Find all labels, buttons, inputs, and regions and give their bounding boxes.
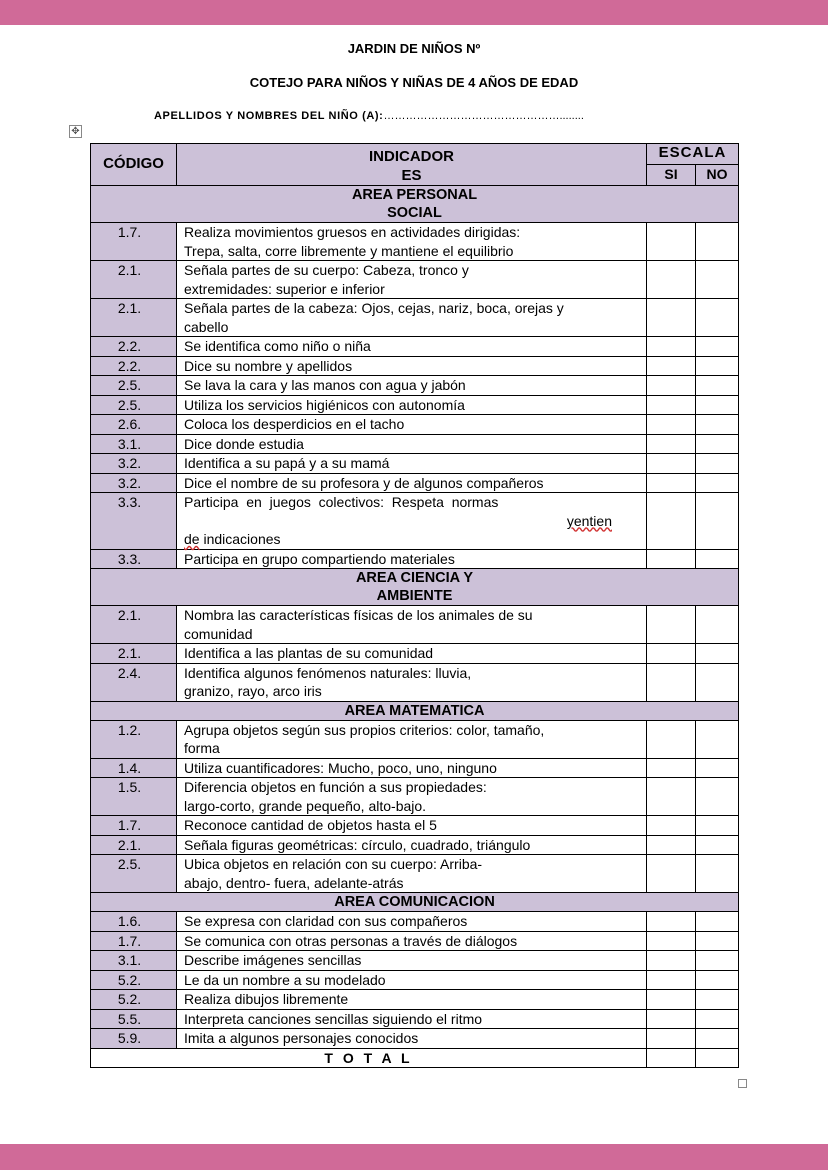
si-cell[interactable] (647, 855, 696, 893)
no-cell[interactable] (696, 261, 739, 299)
code-cell: 1.7. (91, 816, 177, 836)
indicator-text: extremidades: superior e inferior (184, 280, 385, 297)
indicator-cell: Se comunica con otras personas a través de diálogos (177, 931, 647, 951)
no-cell[interactable] (696, 912, 739, 932)
table-row (91, 337, 739, 357)
no-cell[interactable] (696, 970, 739, 990)
no-cell[interactable] (696, 720, 739, 758)
no-cell[interactable] (696, 644, 739, 664)
code-cell: 3.2. (91, 454, 177, 474)
table-row (91, 493, 739, 550)
indicator-cell: Utiliza cuantificadores: Mucho, poco, uno, ninguno (177, 758, 647, 778)
indicator-cell (177, 720, 647, 758)
indicator-cell: Coloca los desperdicios en el tacho (177, 415, 647, 435)
indicator-text: yentien (566, 512, 612, 529)
indicator-cell: Dice donde estudia (177, 434, 647, 454)
table-row (91, 931, 739, 951)
no-cell[interactable] (696, 931, 739, 951)
table-row (91, 990, 739, 1010)
student-name-blank: …………………………………………........ (383, 110, 584, 122)
si-cell[interactable] (647, 970, 696, 990)
table-row (91, 454, 739, 474)
no-cell[interactable] (696, 473, 739, 493)
code-cell: 1.4. (91, 758, 177, 778)
code-cell: 3.1. (91, 434, 177, 454)
code-cell: 5.2. (91, 970, 177, 990)
no-cell[interactable] (696, 835, 739, 855)
table-row (91, 951, 739, 971)
top-decorative-band (0, 0, 828, 25)
indicator-text: Agrupa objetos según sus propios criterios: color, tamaño, (184, 721, 545, 738)
no-cell[interactable] (696, 758, 739, 778)
indicator-text: Trepa, salta, corre libremente y mantiene el equilibrio (184, 242, 514, 259)
code-cell: 2.4. (91, 663, 177, 701)
indicator-cell: Señala figuras geométricas: círculo, cuadrado, triángulo (177, 835, 647, 855)
si-cell[interactable] (647, 1009, 696, 1029)
indicator-text: largo-corto, grande pequeño, alto-bajo. (184, 797, 427, 814)
no-cell[interactable] (696, 855, 739, 893)
table-row (91, 970, 739, 990)
total-si-cell[interactable] (647, 1048, 696, 1068)
code-cell: 2.6. (91, 415, 177, 435)
table-row (91, 835, 739, 855)
table-row (91, 356, 739, 376)
header-codigo: CÓDIGO (91, 144, 177, 186)
indicator-cell (177, 299, 647, 337)
indicator-cell: Dice su nombre y apellidos (177, 356, 647, 376)
no-cell[interactable] (696, 549, 739, 569)
indicator-cell (177, 855, 647, 893)
checklist-table (90, 143, 739, 1068)
si-cell[interactable] (647, 473, 696, 493)
table-row (91, 1009, 739, 1029)
indicator-cell: Realiza dibujos libremente (177, 990, 647, 1010)
section-title-line1: AREA PERSONAL (351, 187, 478, 203)
indicator-cell (177, 223, 647, 261)
table-row (91, 720, 739, 758)
indicator-text: Señala partes de su cuerpo: Cabeza, tronco y (184, 262, 469, 278)
section-row (91, 186, 739, 223)
si-cell[interactable] (647, 835, 696, 855)
section-row (91, 701, 739, 720)
no-cell[interactable] (696, 299, 739, 337)
no-cell[interactable] (696, 434, 739, 454)
code-cell: 1.7. (91, 931, 177, 951)
code-cell: 2.2. (91, 337, 177, 357)
table-row (91, 1029, 739, 1049)
no-cell[interactable] (696, 816, 739, 836)
no-cell[interactable] (696, 454, 739, 474)
indicator-cell: Se identifica como niño o niña (177, 337, 647, 357)
code-cell: 1.6. (91, 912, 177, 932)
code-cell: 5.9. (91, 1029, 177, 1049)
section-row (91, 893, 739, 912)
indicator-cell: Utiliza los servicios higiénicos con autonomía (177, 395, 647, 415)
no-cell[interactable] (696, 493, 739, 550)
si-cell[interactable] (647, 758, 696, 778)
si-cell[interactable] (647, 395, 696, 415)
code-cell: 2.5. (91, 395, 177, 415)
si-cell[interactable] (647, 606, 696, 644)
no-cell[interactable] (696, 1029, 739, 1049)
table-row (91, 644, 739, 664)
table-row (91, 778, 739, 816)
no-cell[interactable] (696, 606, 739, 644)
si-cell[interactable] (647, 299, 696, 337)
indicator-cell: Interpreta canciones sencillas siguiendo el ritmo (177, 1009, 647, 1029)
code-cell: 2.1. (91, 261, 177, 299)
move-handle-icon[interactable]: ✥ (69, 125, 82, 138)
indicator-cell: Le da un nombre a su modelado (177, 970, 647, 990)
si-cell[interactable] (647, 415, 696, 435)
indicator-text: indicaciones (199, 531, 281, 547)
si-cell[interactable] (647, 223, 696, 261)
table-row (91, 395, 739, 415)
code-cell: 3.2. (91, 473, 177, 493)
indicator-text: abajo, dentro- fuera, adelante-atrás (184, 874, 404, 891)
code-cell: 2.5. (91, 376, 177, 396)
indicator-text: Realiza movimientos gruesos en actividades dirigidas: (184, 224, 521, 240)
code-cell: 5.5. (91, 1009, 177, 1029)
table-row (91, 855, 739, 893)
no-cell[interactable] (696, 778, 739, 816)
table-row (91, 473, 739, 493)
table-row (91, 376, 739, 396)
si-cell[interactable] (647, 931, 696, 951)
indicator-cell (177, 663, 647, 701)
student-name-field[interactable]: APELLIDOS Y NOMBRES DEL NIÑO (A):…………………………………………........ (154, 110, 584, 122)
si-cell[interactable] (647, 434, 696, 454)
section-title: AREA COMUNICACION (91, 893, 739, 912)
total-row (91, 1048, 739, 1068)
si-cell[interactable] (647, 663, 696, 701)
indicator-text: cabello (184, 318, 229, 335)
table-row (91, 415, 739, 435)
si-cell[interactable] (647, 493, 696, 550)
code-cell: 2.1. (91, 644, 177, 664)
no-cell[interactable] (696, 415, 739, 435)
bottom-decorative-band (0, 1144, 828, 1170)
checklist-title: COTEJO PARA NIÑOS Y NIÑAS DE 4 AÑOS DE EDAD (249, 75, 579, 90)
header-row (91, 144, 739, 165)
indicator-text: Participa en juegos colectivos: Respeta normas (184, 494, 499, 510)
si-cell[interactable] (647, 549, 696, 569)
header-no: NO (696, 165, 739, 186)
indicator-text: Señala partes de la cabeza: Ojos, cejas, nariz, boca, orejas y (184, 300, 564, 316)
no-cell[interactable] (696, 376, 739, 396)
code-cell: 2.1. (91, 606, 177, 644)
header-indicador (177, 144, 647, 186)
no-cell[interactable] (696, 990, 739, 1010)
section-title (91, 186, 739, 223)
code-cell: 2.1. (91, 835, 177, 855)
code-cell: 3.1. (91, 951, 177, 971)
indicator-cell: Describe imágenes sencillas (177, 951, 647, 971)
table-row (91, 549, 739, 569)
section-title (91, 569, 739, 606)
indicator-cell (177, 261, 647, 299)
si-cell[interactable] (647, 261, 696, 299)
table-row (91, 223, 739, 261)
indicator-text: granizo, rayo, arco iris (184, 683, 322, 699)
header-escala: ESCALA (647, 144, 739, 165)
si-cell[interactable] (647, 778, 696, 816)
si-cell[interactable] (647, 912, 696, 932)
table-row (91, 758, 739, 778)
indicator-cell: Reconoce cantidad de objetos hasta el 5 (177, 816, 647, 836)
si-cell[interactable] (647, 337, 696, 357)
code-cell: 1.2. (91, 720, 177, 758)
indicator-cell: Identifica a las plantas de su comunidad (177, 644, 647, 664)
indicator-text: de (184, 531, 200, 547)
indicator-text: Identifica algunos fenómenos naturales: lluvia, (184, 664, 472, 681)
code-cell: 3.3. (91, 493, 177, 550)
indicator-cell: Imita a algunos personajes conocidos (177, 1029, 647, 1049)
no-cell[interactable] (696, 663, 739, 701)
indicator-cell (177, 606, 647, 644)
code-cell: 1.5. (91, 778, 177, 816)
code-cell: 5.2. (91, 990, 177, 1010)
indicator-text: Nombra las características físicas de los animales de su (184, 607, 533, 623)
si-cell[interactable] (647, 951, 696, 971)
table-row (91, 816, 739, 836)
total-label: T O T A L (91, 1048, 647, 1068)
no-cell[interactable] (696, 951, 739, 971)
code-cell: 1.7. (91, 223, 177, 261)
si-cell[interactable] (647, 1029, 696, 1049)
indicator-cell: Se expresa con claridad con sus compañeros (177, 912, 647, 932)
indicator-text: comunidad (184, 625, 253, 642)
table-row (91, 663, 739, 701)
section-title-line1: AREA CIENCIA Y (355, 570, 474, 586)
student-name-label: APELLIDOS Y NOMBRES DEL NIÑO (A) (154, 110, 380, 122)
total-no-cell[interactable] (696, 1048, 739, 1068)
section-title-line2: SOCIAL (387, 205, 442, 221)
header-indicador-line2: ES (401, 167, 422, 184)
indicator-cell: Dice el nombre de su profesora y de algunos compañeros (177, 473, 647, 493)
no-cell[interactable] (696, 395, 739, 415)
no-cell[interactable] (696, 1009, 739, 1029)
no-cell[interactable] (696, 356, 739, 376)
code-cell: 2.5. (91, 855, 177, 893)
section-title-line2: AMBIENTE (376, 588, 453, 604)
section-title: AREA MATEMATICA (91, 701, 739, 720)
si-cell[interactable] (647, 356, 696, 376)
end-of-cell-mark-icon (738, 1079, 747, 1088)
table-row (91, 912, 739, 932)
indicator-text: forma (184, 740, 220, 756)
indicator-text: Ubica objetos en relación con su cuerpo: Arriba- (184, 856, 483, 872)
no-cell[interactable] (696, 223, 739, 261)
school-title: JARDIN DE NIÑOS Nº (347, 41, 481, 56)
no-cell[interactable] (696, 337, 739, 357)
si-cell[interactable] (647, 990, 696, 1010)
table-row (91, 434, 739, 454)
si-cell[interactable] (647, 454, 696, 474)
si-cell[interactable] (647, 644, 696, 664)
indicator-cell (177, 493, 647, 550)
code-cell: 2.2. (91, 356, 177, 376)
table-row (91, 606, 739, 644)
si-cell[interactable] (647, 720, 696, 758)
table-row (91, 299, 739, 337)
section-row (91, 569, 739, 606)
si-cell[interactable] (647, 816, 696, 836)
indicator-text: Diferencia objetos en función a sus propiedades: (184, 779, 487, 795)
indicator-cell (177, 778, 647, 816)
code-cell: 2.1. (91, 299, 177, 337)
header-indicador-line1: INDICADOR (369, 148, 454, 165)
indicator-cell: Se lava la cara y las manos con agua y jabón (177, 376, 647, 396)
header-si: SI (647, 165, 696, 186)
indicator-cell: Identifica a su papá y a su mamá (177, 454, 647, 474)
si-cell[interactable] (647, 376, 696, 396)
code-cell: 3.3. (91, 549, 177, 569)
indicator-cell: Participa en grupo compartiendo materiales (177, 549, 647, 569)
table-row (91, 261, 739, 299)
